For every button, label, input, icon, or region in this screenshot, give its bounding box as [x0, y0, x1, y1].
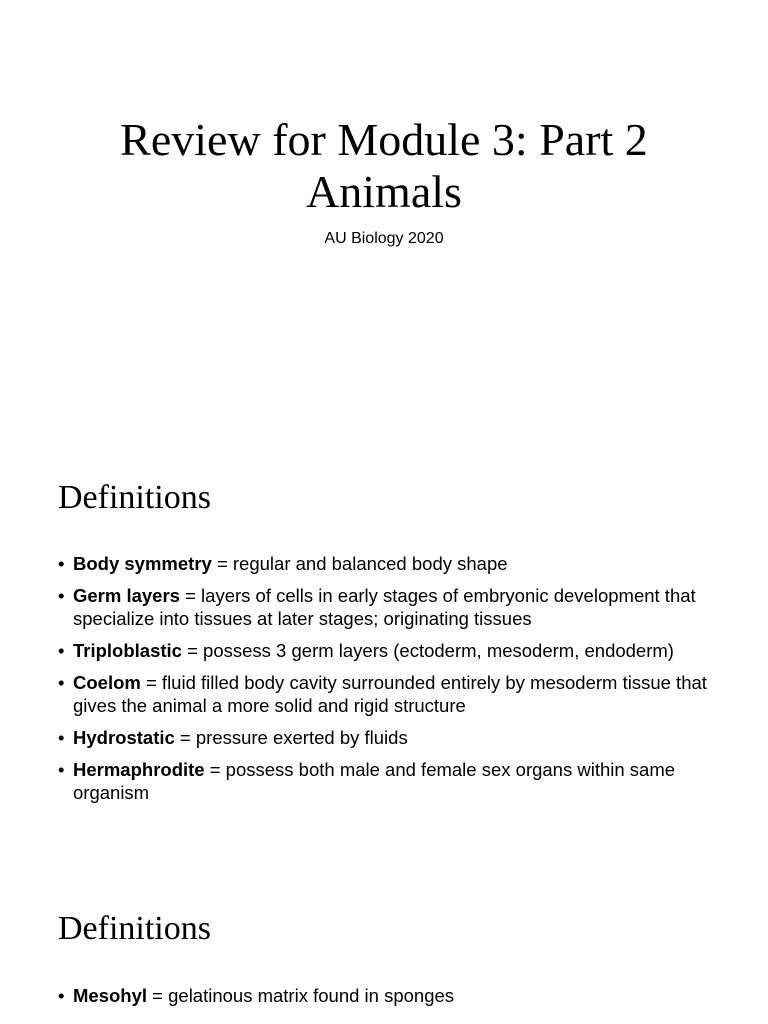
- bullet-icon: •: [58, 985, 65, 1006]
- definition-text: = gelatinous matrix found in sponges: [147, 985, 455, 1006]
- definition-text: = possess both male and female sex organs within same organism: [73, 759, 676, 803]
- definition-item-body-symmetry: [58, 552, 738, 575]
- definition-term: Hermaphrodite: [73, 759, 205, 780]
- slide-heading: Definitions: [58, 910, 211, 947]
- definition-term: Triploblastic: [73, 640, 182, 661]
- definition-item-mesohyl: [58, 984, 738, 1007]
- title-line-2: Animals: [306, 166, 462, 217]
- definitions-slide-1: [0, 432, 768, 864]
- definition-text: = regular and balanced body shape: [211, 553, 508, 574]
- bullet-icon: •: [58, 727, 65, 748]
- title-line-1: Review for Module 3: Part 2: [120, 114, 648, 165]
- definition-text: = layers of cells in early stages of embryonic development that specialize into tissues at later stages; originating tissues: [73, 585, 696, 629]
- bullet-icon: •: [58, 672, 65, 693]
- definition-item-hydrostatic: [58, 726, 738, 749]
- definition-item-hermaphrodite: [58, 758, 738, 804]
- definition-term: Hydrostatic: [73, 727, 175, 748]
- presentation-title: [0, 114, 768, 218]
- definition-item-triploblastic: [58, 639, 738, 662]
- bullet-icon: •: [58, 585, 65, 606]
- definition-term: Body symmetry: [73, 553, 212, 574]
- definition-term: Mesohyl: [73, 985, 148, 1006]
- definition-list: [58, 552, 738, 813]
- definition-text: = pressure exerted by fluids: [174, 727, 408, 748]
- presentation-subtitle: AU Biology 2020: [324, 230, 444, 247]
- title-slide: [0, 0, 768, 432]
- bullet-icon: •: [58, 640, 65, 661]
- definition-list: [58, 984, 738, 1016]
- definition-text: = possess 3 germ layers (ectoderm, mesoderm, endoderm): [181, 640, 674, 661]
- definition-item-coelom: [58, 671, 738, 717]
- bullet-icon: •: [58, 759, 65, 780]
- bullet-icon: •: [58, 553, 65, 574]
- definition-item-germ-layers: [58, 584, 738, 630]
- slide-heading: Definitions: [58, 479, 211, 516]
- definition-term: Coelom: [73, 672, 141, 693]
- definitions-slide-2: [0, 864, 768, 1024]
- definition-term: Germ layers: [73, 585, 180, 606]
- definition-text: = fluid filled body cavity surrounded entirely by mesoderm tissue that gives the animal a more solid and rigid structure: [73, 672, 707, 716]
